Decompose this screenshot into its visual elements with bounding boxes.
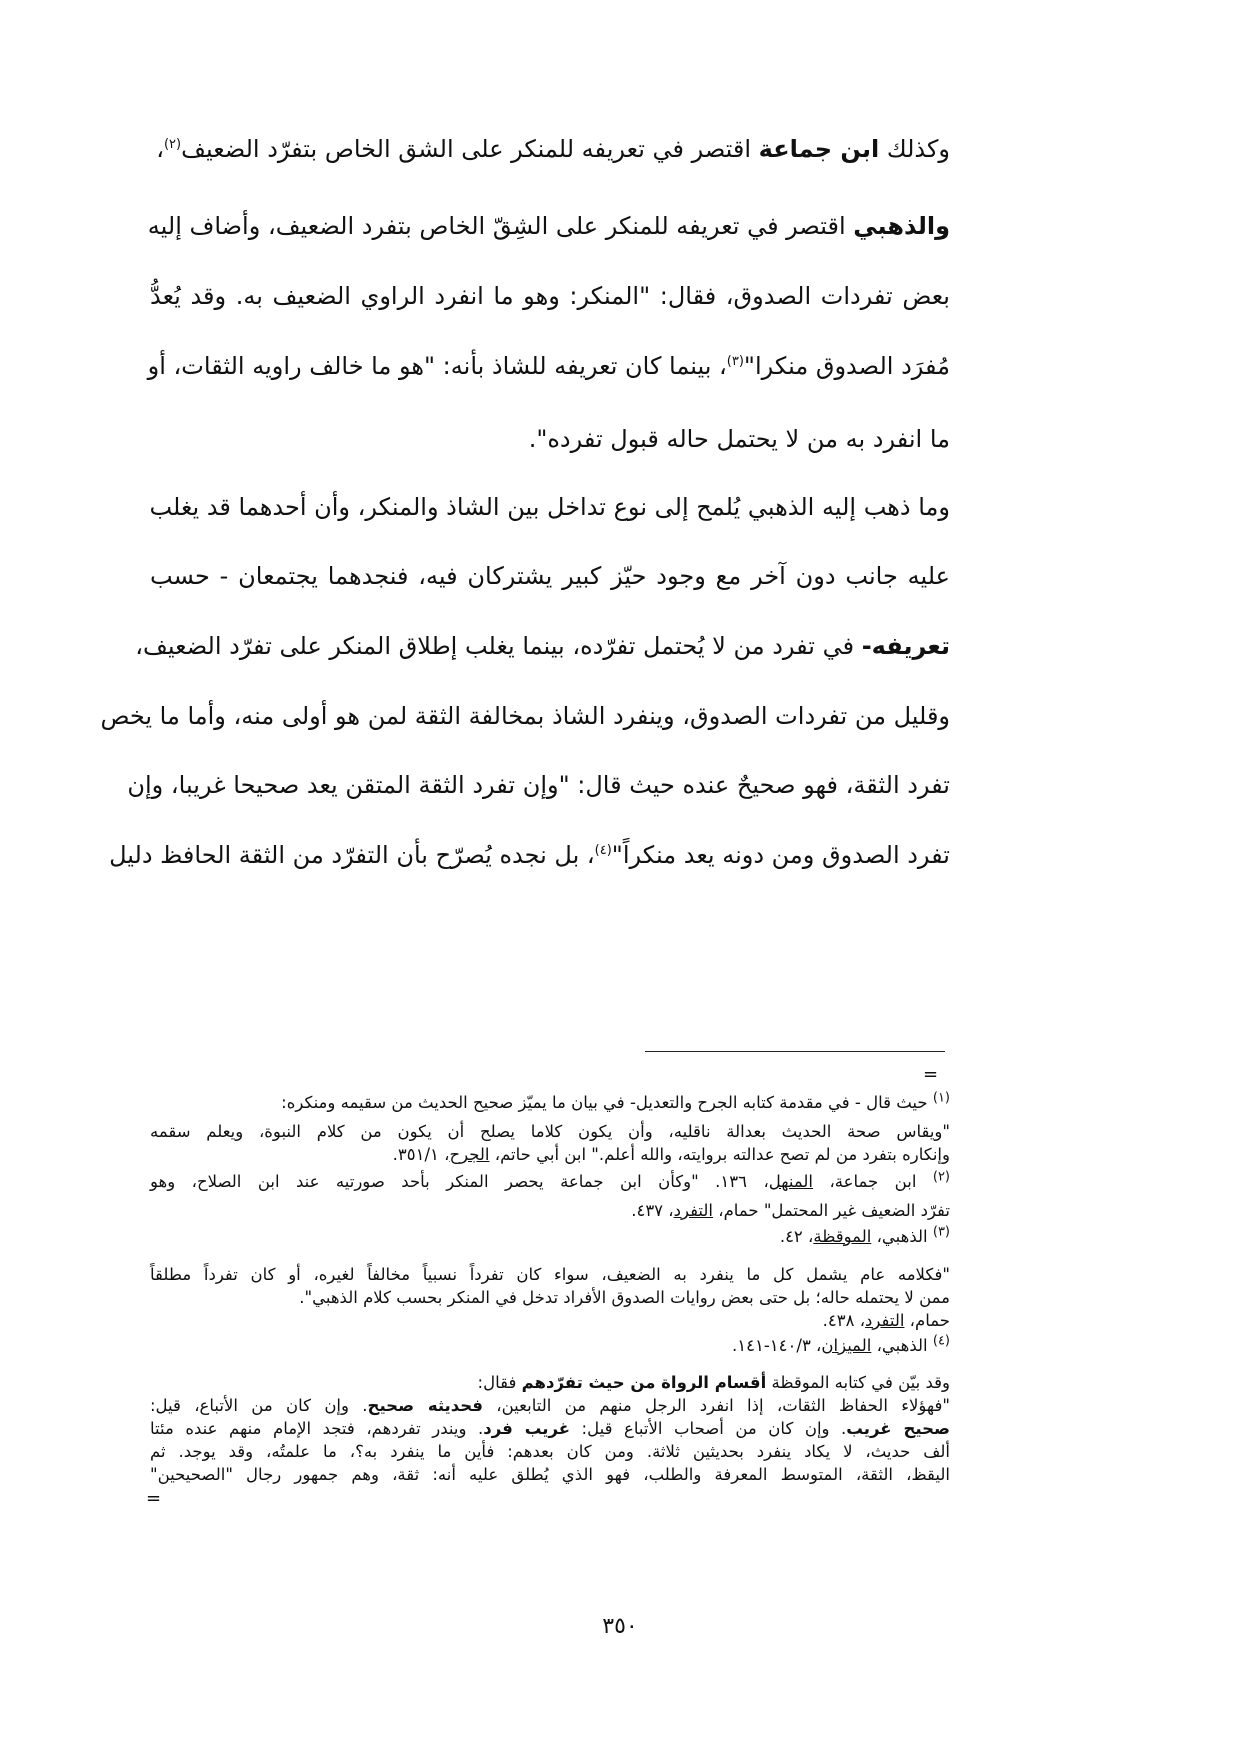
- citation-title: الموقظة: [813, 1227, 872, 1246]
- footnote-2-line-2: [150, 1201, 950, 1220]
- text-run: حيث قال - في مقدمة كتابه الجرح والتعديل- في بيان ما يميّز صحيح الحديث من سقيمه ومنكره:: [281, 1093, 933, 1112]
- bold-run: صحيح غريب: [846, 1419, 950, 1438]
- footnote-1-line-2: "ويقاس صحة الحديث بعدالة ناقليه، وأن يكون كلاما يصلح أن يكون من كلام النبوة، ويعلم سقمه: [150, 1122, 950, 1141]
- text-run: ، بينما كان تعريفه للشاذ بأنه: "هو ما خالف راويه الثقات، أو: [147, 352, 727, 380]
- footnote-3-quote-line-3: [150, 1311, 950, 1330]
- footnote-ref[interactable]: (٤): [594, 843, 612, 858]
- text-run: وقد بيّن في كتابه الموقظة: [766, 1373, 950, 1392]
- page-number: ٣٥٠: [602, 1614, 638, 1639]
- footnote-number: (٤): [932, 1333, 950, 1349]
- body-line-4: [147, 352, 950, 380]
- citation-title: التفرد: [673, 1201, 714, 1220]
- footnote-3-quote-line-2: ممن لا يحتمله حاله؛ بل حتى بعض روايات الصدوق الأفراد تدخل في المنكر بحسب كلام الذهبي".: [299, 1288, 950, 1307]
- bold-run: ابن جماعة: [758, 135, 880, 163]
- text-run: ، ٤٣٨.: [822, 1311, 866, 1330]
- text-run: وإنكاره بتفرد من لم تصح عدالته بروايته، والله أعلم." ابن أبي حاتم،: [489, 1145, 950, 1164]
- body-line-7: عليه جانب دون آخر مع وجود حيّز كبير يشتركان فيه، فنجدهما يجتمعان - حسب: [150, 562, 950, 590]
- body-line-6: وما ذهب إليه الذهبي يُلمح إلى نوع تداخل بين الشاذ والمنكر، وأن أحدهما قد يغلب: [149, 493, 950, 521]
- text-run: تفرّد الضعيف غير المحتمل" حمام،: [713, 1201, 950, 1220]
- footnote-4-line-2: [150, 1373, 950, 1392]
- text-run: ،: [156, 135, 164, 163]
- footnote-3: [150, 1224, 950, 1246]
- text-run: ، ٤٢.: [779, 1227, 814, 1246]
- text-run: حمام،: [904, 1311, 950, 1330]
- footnote-3-quote-line-1: "فكلامه عام يشمل كل ما ينفرد به الضعيف، سواء كان تفرداً نسبياً مخالفاً لغيره، أو كان تفرداً مطلقاً: [150, 1265, 950, 1284]
- footnote-4-line-3: [150, 1396, 950, 1415]
- footnote-1-line-3: [150, 1145, 950, 1164]
- text-run: ، بل نجده يُصرّح بأن التفرّد من الثقة الحافظ دليل: [109, 841, 595, 869]
- bold-run: تعريفه-: [861, 632, 950, 660]
- text-run: الذهبي،: [871, 1336, 933, 1355]
- text-run: تفرد الصدوق ومن دونه يعد منكراً": [611, 841, 950, 869]
- footnote-ref[interactable]: (٢): [163, 137, 182, 152]
- footnote-1: [150, 1090, 950, 1112]
- bold-run: أقسام الرواة من حيث تفرّدهم: [521, 1373, 767, 1392]
- citation-title: الجرح: [449, 1145, 490, 1164]
- text-run: "فهؤلاء الحفاظ الثقات، إذا انفرد الرجل منهم من التابعين،: [482, 1396, 950, 1415]
- bold-run: والذهبي: [853, 212, 950, 240]
- citation-title: الميزان: [821, 1336, 872, 1355]
- text-run: ، ١٣٦. "وكأن ابن جماعة يحصر المنكر بأحد صورتيه عند ابن الصلاح، وهو: [150, 1172, 769, 1191]
- body-line-8: [135, 632, 950, 660]
- footnote-ref[interactable]: (٣): [726, 354, 744, 369]
- body-line-3: بعض تفردات الصدوق، فقال: "المنكر: وهو ما انفرد الراوي الضعيف به. وقد يُعدُّ: [150, 282, 950, 310]
- footnote-4-line-5: ألف حديث، لا يكاد ينفرد بحديثين ثلاثة. ومن كان بعدهم: فأين ما ينفرد به؟، ما علمتُه، وقد يوجد. ثم: [150, 1442, 950, 1461]
- body-line-10: تفرد الثقة، فهو صحيحٌ عنده حيث قال: "وإن تفرد الثقة المتقن يعد صحيحا غريبا، وإن: [127, 771, 950, 799]
- body-line-2: [147, 212, 950, 240]
- text-run: ، ٤٣٧.: [631, 1201, 674, 1220]
- footnote-separator: [645, 1051, 945, 1052]
- body-line-11: [109, 841, 950, 869]
- bold-run: غريب فرد: [483, 1419, 571, 1438]
- bold-run: فحديثه صحيح: [367, 1396, 483, 1415]
- text-run: الذهبي،: [871, 1227, 933, 1246]
- text-run: ، ١٤٠/٣-١٤١.: [731, 1336, 822, 1355]
- text-run: ابن جماعة،: [813, 1172, 933, 1191]
- continuation-mark: =: [146, 1488, 162, 1509]
- footnote-4: [150, 1333, 950, 1355]
- text-run: وكذلك: [879, 135, 950, 163]
- citation-title: التفرد: [865, 1311, 905, 1330]
- text-run: . ويندر تفردهم، فتجد الإمام منهم عنده مئتا: [150, 1419, 484, 1438]
- text-run: ، ٣٥١/١.: [392, 1145, 450, 1164]
- text-run: مُفرَد الصدوق منكرا": [743, 352, 950, 380]
- text-run: . وإن كان من الأتباع، قيل:: [150, 1396, 368, 1415]
- footnote-number: (١): [932, 1090, 950, 1106]
- continuation-mark: =: [923, 1064, 939, 1085]
- footnote-2: [150, 1169, 950, 1191]
- footnote-number: (٢): [932, 1169, 950, 1185]
- text-run: اقتصر في تعريفه للمنكر على الشق الخاص بتفرّد الضعيف: [181, 135, 759, 163]
- footnote-4-line-4: [150, 1419, 950, 1438]
- text-run: . وإن كان من أصحاب الأتباع قيل:: [570, 1419, 847, 1438]
- text-run: فقال:: [477, 1373, 522, 1392]
- body-line-1: [150, 135, 950, 163]
- body-line-5: ما انفرد به من لا يحتمل حاله قبول تفرده".: [528, 425, 950, 453]
- text-run: اقتصر في تعريفه للمنكر على الشِقّ الخاص بتفرد الضعيف، وأضاف إليه: [147, 212, 854, 240]
- footnote-4-line-6: اليقظ، الثقة، المتوسط المعرفة والطلب، فهو الذي يُطلق عليه أنه: ثقة، وهم جمهور رجال "الصحيحين": [150, 1465, 950, 1484]
- body-line-9: وقليل من تفردات الصدوق، وينفرد الشاذ بمخالفة الثقة لمن هو أولى منه، وأما ما يخص: [100, 702, 950, 730]
- citation-title: المنهل: [768, 1172, 814, 1191]
- footnote-number: (٣): [932, 1224, 950, 1240]
- text-run: في تفرد من لا يُحتمل تفرّده، بينما يغلب إطلاق المنكر على تفرّد الضعيف،: [135, 632, 862, 660]
